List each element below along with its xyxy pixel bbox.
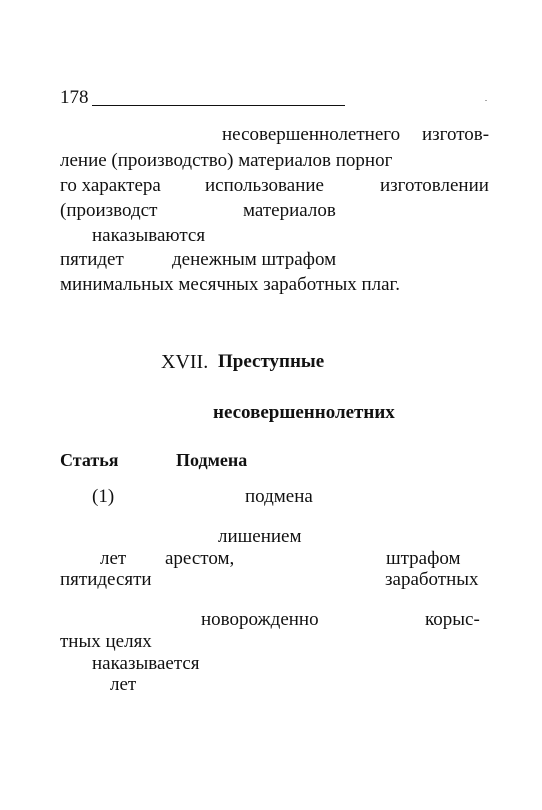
chapter-subtitle: несовершеннолетних — [213, 402, 395, 423]
text-fragment: несовершеннолетнего — [222, 124, 401, 145]
text-fragment: пятидет — [60, 249, 124, 270]
text-fragment: лет — [100, 548, 127, 569]
text-fragment: тных целях — [60, 631, 152, 652]
page-number: 178 — [60, 87, 89, 108]
text-fragment: корыс- — [425, 609, 480, 630]
text-fragment: заработных — [385, 569, 479, 590]
text-fragment: лет — [110, 674, 137, 695]
text-fragment: (1) — [92, 486, 115, 507]
text-fragment: подмена — [245, 486, 313, 507]
text-fragment: штрафом — [386, 548, 461, 569]
text-fragment: минимальных месячных заработных плаг. — [60, 274, 400, 295]
article-label: Статья — [60, 450, 119, 470]
text-fragment: пятидесяти — [60, 569, 152, 590]
chapter-numeral: XVII. — [161, 351, 209, 373]
header-speck: . — [485, 94, 487, 103]
text-fragment: го характера — [60, 175, 161, 196]
text-fragment: изготовлении — [380, 175, 489, 196]
text-fragment: арестом, — [165, 548, 235, 569]
text-fragment: наказываются — [92, 225, 206, 246]
text-fragment: использование — [205, 175, 324, 196]
header-rule — [92, 105, 345, 106]
text-fragment: новорожденно — [201, 609, 319, 630]
chapter-title: Преступные — [218, 351, 325, 372]
text-fragment: денежным штрафом — [172, 249, 337, 270]
text-fragment: ление (производство) материалов порног — [60, 150, 393, 171]
text-fragment: лишением — [218, 526, 302, 547]
text-fragment: (производст — [60, 200, 158, 221]
text-fragment: наказывается — [92, 653, 200, 674]
text-fragment: материалов — [243, 200, 336, 221]
article-title: Подмена — [176, 450, 248, 470]
text-fragment: изготов- — [422, 124, 490, 145]
